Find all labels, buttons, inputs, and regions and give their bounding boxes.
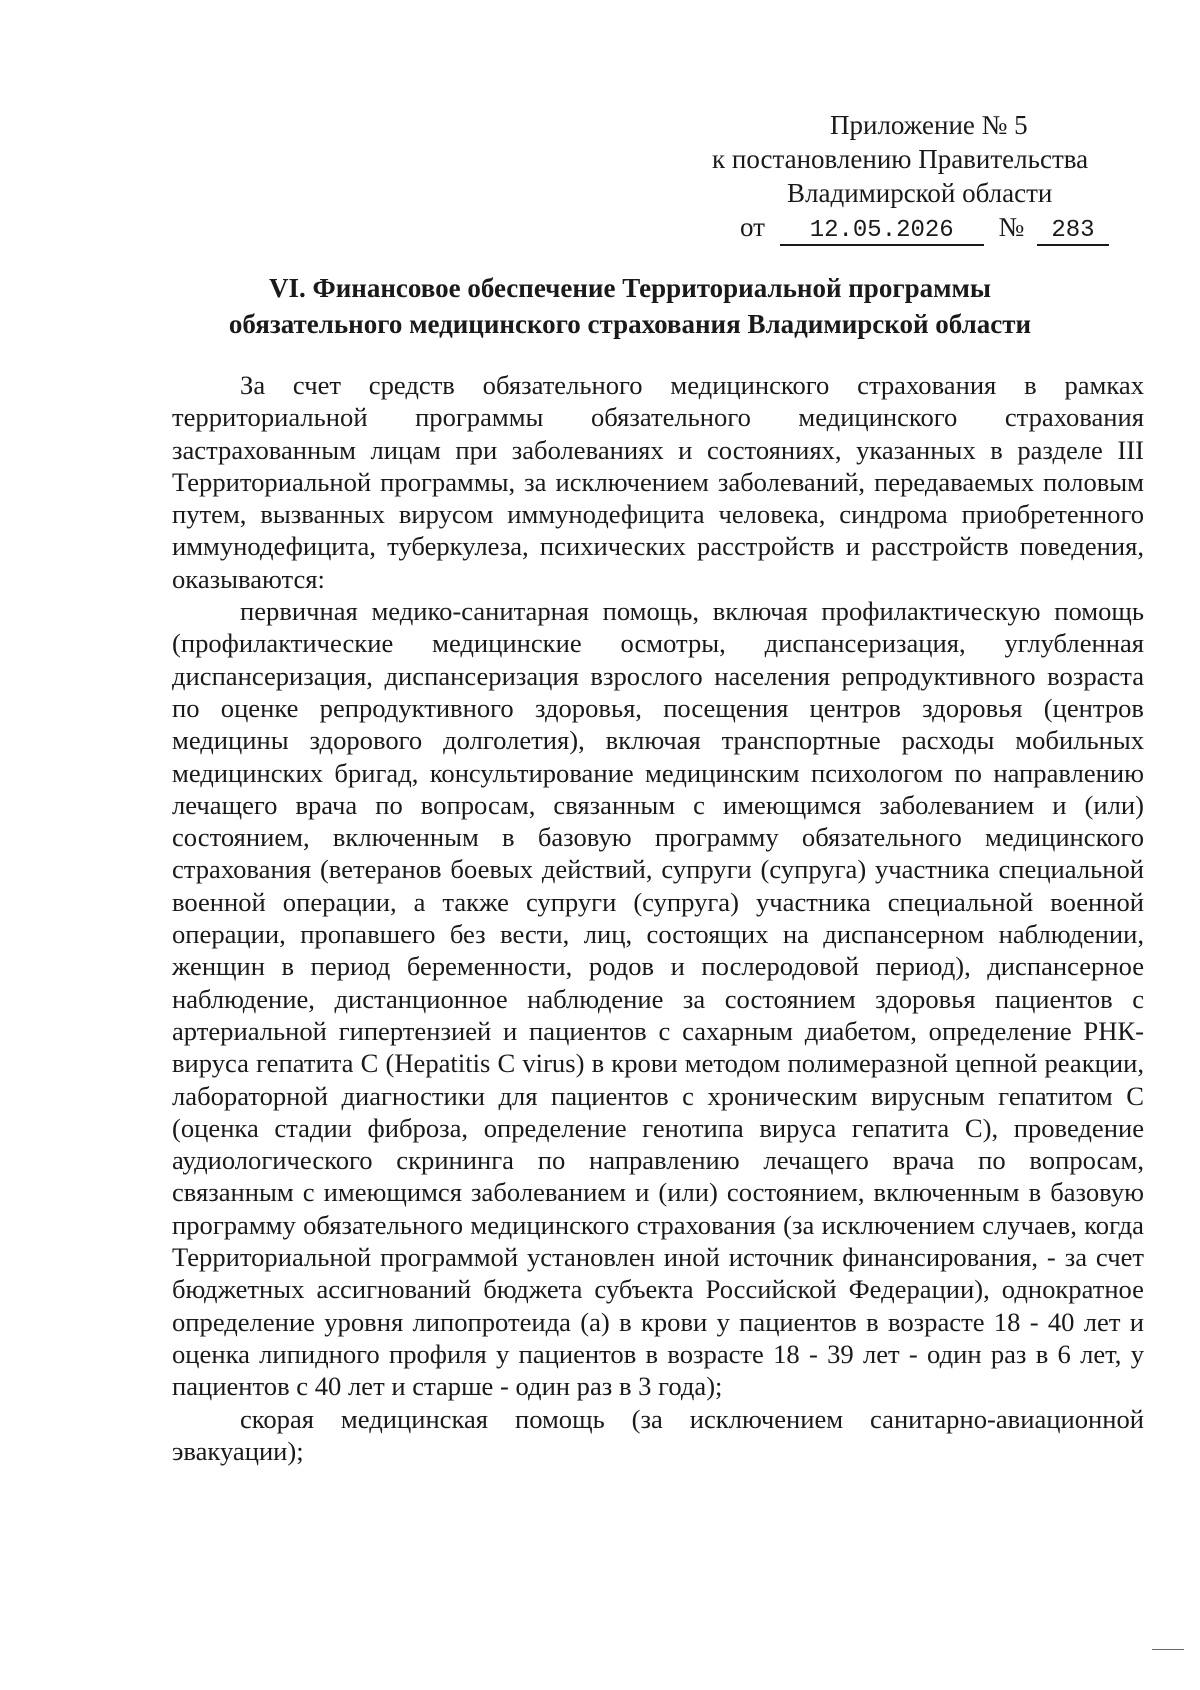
paragraph-intro: За счет средств обязательного медицинского страхования в рамках территориальной программы обязательного медицинского страхования застрахованным лицам при заболеваниях и состояниях, указанных в разделе III Территориальной программы, за исключением заболеваний, передаваемых половым путем, вызванных вирусом иммунодефицита человека, синдрома приобретенного иммунодефицита, туберкулеза, психических расстройств и расстройств поведения, оказываются: — [172, 370, 1144, 594]
section-title-line-2: обязательного медицинского страхования Владимирской области — [228, 309, 1032, 339]
resolution-date: 12.05.2026 — [780, 218, 984, 246]
appendix-number: Приложение № 5 — [830, 110, 1028, 140]
paragraph-primary-care: первичная медико-санитарная помощь, включая профилактическую помощь (профилактические медицинские осмотры, диспансеризация, углубленная диспансеризация, диспансеризация взрослого населения репродуктивного возраста по оценке репродуктивного здоровья, посещения центров здоровья (центров медицины здорового долголетия), включая транспортные расходы мобильных медицинских бригад, консультирование медицинским психологом по направлению лечащего врача по вопросам, связанным с имеющимся заболеванием и (или) состоянием, включенным в базовую программу обязательного медицинского страхования (ветеранов боевых действий, супруги (супруга) участника специальной военной операции, а также супруги (супруга) участника специальной военной операции, пропавшего без вести, лиц, состоящих на диспансерном наблюдении, женщин в период беременности, родов и послеродовой период), диспансерное наблюдение, дистанционное наблюдение за состоянием здоровья пациентов с артериальной гипертензией и пациентов с сахарным диабетом, определение РНК-вируса гепатита C (Hepatitis C virus) в крови методом полимеразной цепной реакции, лабораторной диагностики для пациентов с хроническим вирусным гепатитом C (оценка стадии фиброза, определение генотипа вируса гепатита C), проведение аудиологического скрининга по направлению лечащего врача по вопросам, связанным с имеющимся заболеванием и (или) состоянием, включенным в базовую программу обязательного медицинского страхования (за исключением случаев, когда Территориальной программой установлен иной источник финансирования, - за счет бюджетных ассигнований бюджета субъекта Российской Федерации), однократное определение уровня липопротеида (a) в крови у пациентов в возрасте 18 - 40 лет и оценка липидного профиля у пациентов в возрасте 18 - 39 лет - один раз в 6 лет, у пациентов с 40 лет и старше - один раз в 3 года); — [172, 596, 1144, 1402]
appendix-date-line — [740, 210, 1109, 246]
number-prefix: № — [998, 212, 1025, 242]
date-prefix: от — [740, 212, 765, 242]
paragraph-emergency-care: скорая медицинская помощь (за исключением санитарно-авиационной эвакуации); — [172, 1403, 1144, 1466]
appendix-region: Владимирской области — [787, 178, 1053, 208]
margin-mark — [1152, 1649, 1184, 1650]
section-title — [150, 270, 1110, 342]
section-title-line-1: VI. Финансовое обеспечение Территориальной программы — [269, 273, 991, 303]
resolution-number: 283 — [1037, 218, 1109, 246]
document-body — [172, 369, 1144, 1467]
appendix-resolution-ref: к постановлению Правительства — [712, 144, 1089, 174]
